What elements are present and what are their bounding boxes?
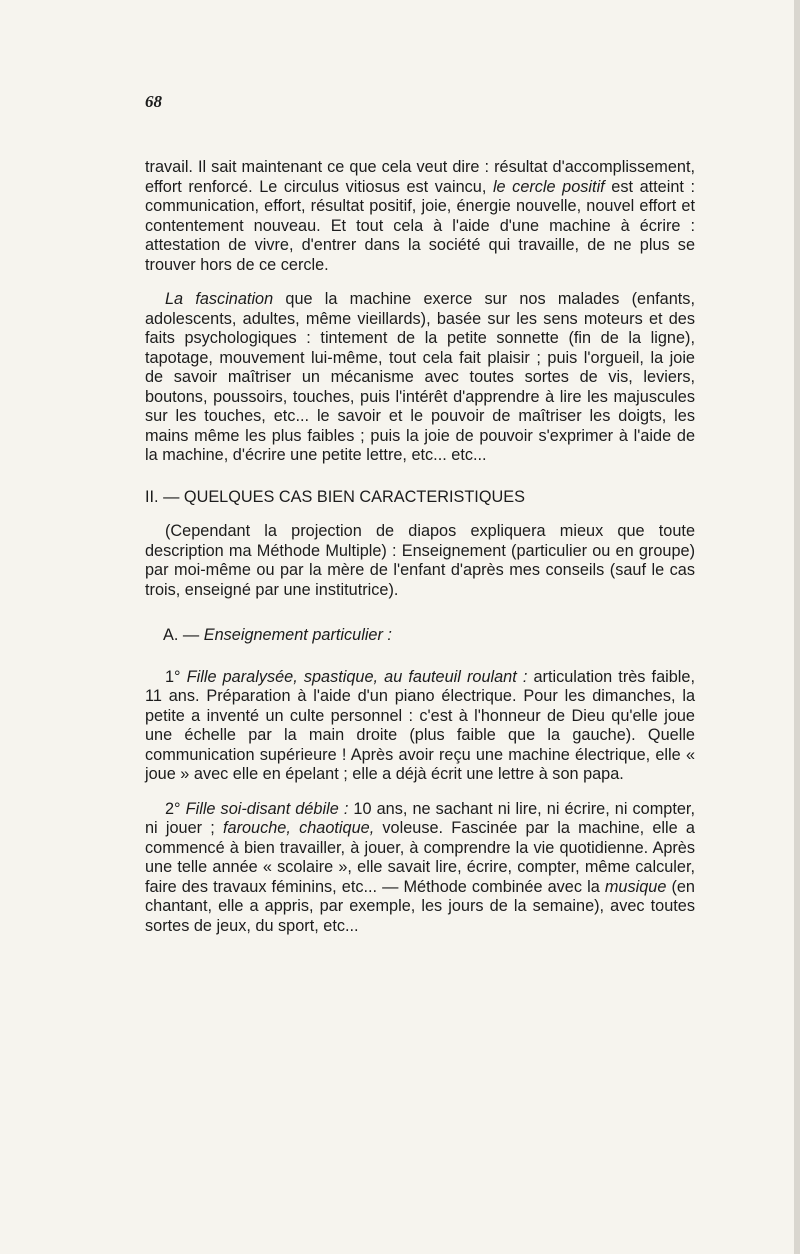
paragraph-2 (145, 290, 695, 466)
paragraph-1-emphasis: le cercle positif (492, 177, 605, 196)
paragraph-2-emphasis: La fascination (165, 290, 274, 308)
page-number: 68 (145, 92, 162, 111)
paragraph-5 (145, 800, 695, 937)
section-heading: II. — QUELQUES CAS BIEN CARACTERISTIQUES (145, 487, 525, 506)
page-body (145, 158, 695, 936)
paragraph-2-text: que la machine exerce sur nos malades (enfants, adolescents, adultes, même vieillards), basée sur les sens moteurs et des faits psychologiques : tintement de la petite sonnette (fin de la ligne), tapotage, mouvement lui-même, tout cela fait plaisir ; puis l'orgueil, la joie de savoir maîtriser un mécanisme avec toutes sortes de vis, leviers, boutons, poussoirs, touches, puis l'intérêt d'apprendre à lire les majuscules sur les touches, etc... le savoir et le pouvoir de maîtriser les doigts, les mains même les plus faibles ; puis la joie de pouvoir s'exprimer à l'aide de la machine, d'écrire une petite lettre, etc... etc... (145, 290, 695, 464)
paragraph-1-rest: est atteint : communication, effort, résultat positif, joie, énergie nouvelle, nouvel effort et contentement nouveau. Et tout cela à l'aide d'une machine à écrire : attestation de vivre, d'entrer dans la société qui travaille, de ne plus se trouver hors de ce cercle. (145, 177, 696, 274)
paragraph-1 (145, 158, 695, 275)
paragraph-1-text: travail. Il sait maintenant ce que cela veut dire : résultat d'accomplissement, effort renforcé. Le circulus vitiosus est vaincu, (145, 158, 695, 196)
paragraph-3: (Cependant la projection de diapos expliquera mieux que toute description ma Méthode Multiple) : Enseignement (particulier ou en groupe) par moi-même ou par la mère de l'enfant d'après mes conseils (sauf le cas trois, enseigné par une institutrice). (145, 522, 695, 599)
paragraph-5-number: 2° (165, 799, 186, 818)
paragraph-5-emphasis-3: musique (604, 877, 667, 896)
subheading-text: Enseignement particulier : (203, 626, 392, 644)
paragraph-5-text-a: 10 ans, ne sachant ni lire, ni écrire, ni compter, ni jouer ; (145, 799, 695, 837)
paragraph-5-emphasis: Fille soi-disant débile : (185, 799, 349, 818)
subheading (145, 626, 695, 646)
paragraph-5-text-b: voleuse. Fascinée par la machine, elle a commencé à bien travailler, à jouer, à comprendre la vie quotidienne. Après une telle année « scolaire », elle savait lire, écrire, compter, même calculer, faire des travaux féminins, etc... — Méthode combinée avec la (145, 819, 695, 896)
page-edge (794, 0, 800, 1254)
paragraph-4-text: articulation très faible, 11 ans. Préparation à l'aide d'un piano électrique. Pour les dimanches, la petite a inventé un culte personnel : c'est à l'honneur de Dieu qu'elle joue une échelle par la main droite (plus faible que la gauche). Quelle communication supérieure ! Après avoir reçu une machine électrique, elle « joue » avec elle en épelant ; elle a déjà écrit une lettre à son papa. (145, 667, 695, 783)
paragraph-4-emphasis: Fille paralysée, spastique, au fauteuil roulant : (186, 667, 528, 686)
subheading-prefix: A. — (163, 626, 204, 644)
paragraph-4-number: 1° (165, 667, 187, 686)
paragraph-5-text-c: (en chantant, elle a appris, par exemple, les jours de la semaine), avec toutes sortes de jeux, du sport, etc... (145, 877, 695, 935)
paragraph-4 (145, 668, 695, 785)
paragraph-5-emphasis-2: farouche, chaotique, (223, 819, 375, 837)
